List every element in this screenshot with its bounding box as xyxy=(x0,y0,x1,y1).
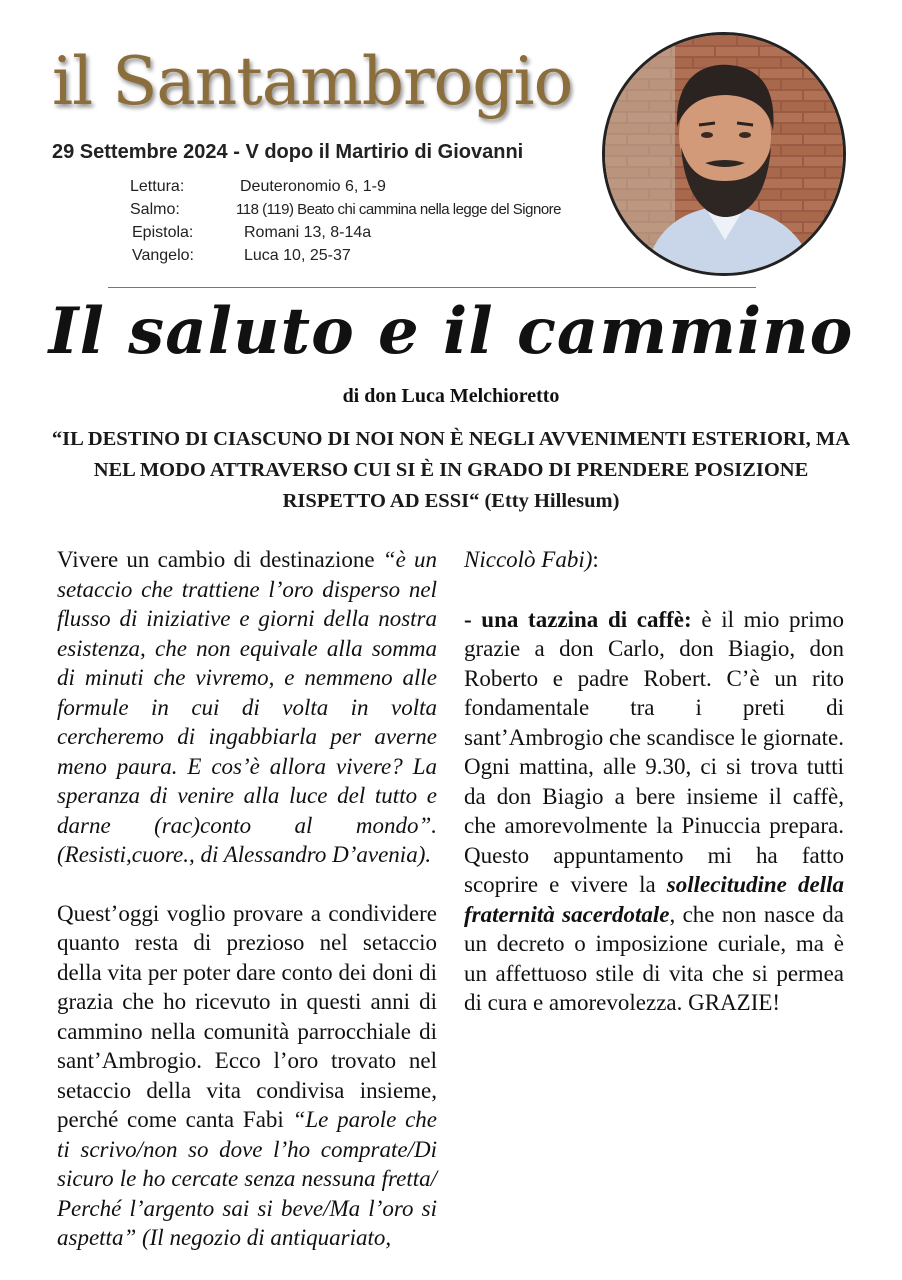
column-left xyxy=(57,545,437,1253)
readings-list xyxy=(130,178,630,270)
paragraph-lead: - una tazzina di caffè: xyxy=(464,606,692,632)
paragraph-quote: “Le parole che ti scrivo/non so dove l’ho comprate/Di sicuro le ho cercate senza nessuna fretta/ Perché l’argento sai si beve/Ma l’oro si aspetta” (Il negozio di antiquariato, xyxy=(57,1107,437,1250)
reading-label: Lettura: xyxy=(130,178,185,195)
article-title: Il saluto e il cammino xyxy=(48,294,854,369)
header-divider xyxy=(108,287,756,288)
reading-label: Epistola: xyxy=(132,224,194,241)
paragraph-text-continued: : xyxy=(592,547,599,572)
paragraph-text: Vivere un cambio di destinazione xyxy=(57,547,383,572)
paragraph-text: Quest’oggi voglio provare a condividere quanto resta di prezioso nel setaccio della vita per poter dare conto dei doni di grazia che ho ricevuto in questi anni di cammino nella comunità parrocchiale di sant’Ambrogio. Ecco l’oro trovato nel setaccio della vita condivisa insieme, perché come canta Fabi xyxy=(57,900,437,1132)
paragraph-quote: “è un setaccio che trattiene l’oro disperso nel flusso di iniziative e giorni della nostra esistenza, che non equivale alla somma di minuti che vivremo, e nemmeno alle formule in cui di volta in volta cercheremo di ingabbiarla per averne meno paura. E cos’è allora vivere? La speranza di venire alla luce del tutto e darne (rac)conto al mondo”. (Resisti,cuore., di Alessandro D’avenia). xyxy=(57,547,437,867)
portrait-illustration xyxy=(605,35,843,273)
column-right xyxy=(464,545,844,1018)
reading-row xyxy=(130,247,630,270)
paragraph-emphasis: sollecitudine della fraternità sacerdotale xyxy=(464,872,844,927)
epigraph-text: “IL DESTINO DI CIASCUNO DI NOI NON È NEGLI AVVENIMENTI ESTERIORI, MA NEL MODO ATTRAVERSO CUI SI È IN GRADO DI PRENDERE POSIZIONE RISPETTO AD ESSI“ xyxy=(51,428,851,512)
reading-label: Salmo: xyxy=(130,201,180,218)
reading-label: Vangelo: xyxy=(132,247,194,264)
reading-value: Deuteronomio 6, 1-9 xyxy=(240,178,386,195)
masthead-title: il Santambrogio xyxy=(52,43,573,120)
reading-row xyxy=(130,201,630,224)
reading-row xyxy=(130,224,630,247)
article-byline: di don Luca Melchioretto xyxy=(342,385,560,407)
date-line: 29 Settembre 2024 - V dopo il Martirio di Giovanni xyxy=(52,141,524,163)
reading-value: Luca 10, 25-37 xyxy=(244,247,351,264)
paragraph-text: , che non nasce da un decreto o imposizione curiale, ma è un affettuoso stile di vita che si permea di cura e amorevolezza. GRAZIE! xyxy=(464,901,845,1015)
author-portrait xyxy=(602,32,846,276)
reading-row xyxy=(130,178,630,201)
epigraph-quote xyxy=(40,424,862,517)
paragraph xyxy=(464,605,844,1018)
reading-value: Romani 13, 8-14a xyxy=(244,224,372,241)
paragraph-continued xyxy=(464,545,844,575)
paragraph-text-continued: Niccolò Fabi) xyxy=(464,547,593,572)
paragraph xyxy=(57,545,437,870)
reading-value: 118 (119) Beato chi cammina nella legge del Signore xyxy=(236,201,561,218)
paragraph xyxy=(57,899,437,1253)
epigraph-author: (Etty Hillesum) xyxy=(484,490,620,512)
paragraph-text: è il mio primo grazie a don Carlo, don Biagio, don Roberto e padre Robert. C’è un rito fondamentale tra i preti di sant’Ambrogio che scandisce le giornate. Ogni mattina, alle 9.30, ci si trova tutti da don Biagio a bere insieme il caffè, che amorevolmente la Pinuccia prepara. Questo appuntamento mi ha fatto scoprire e vivere la xyxy=(464,606,845,897)
